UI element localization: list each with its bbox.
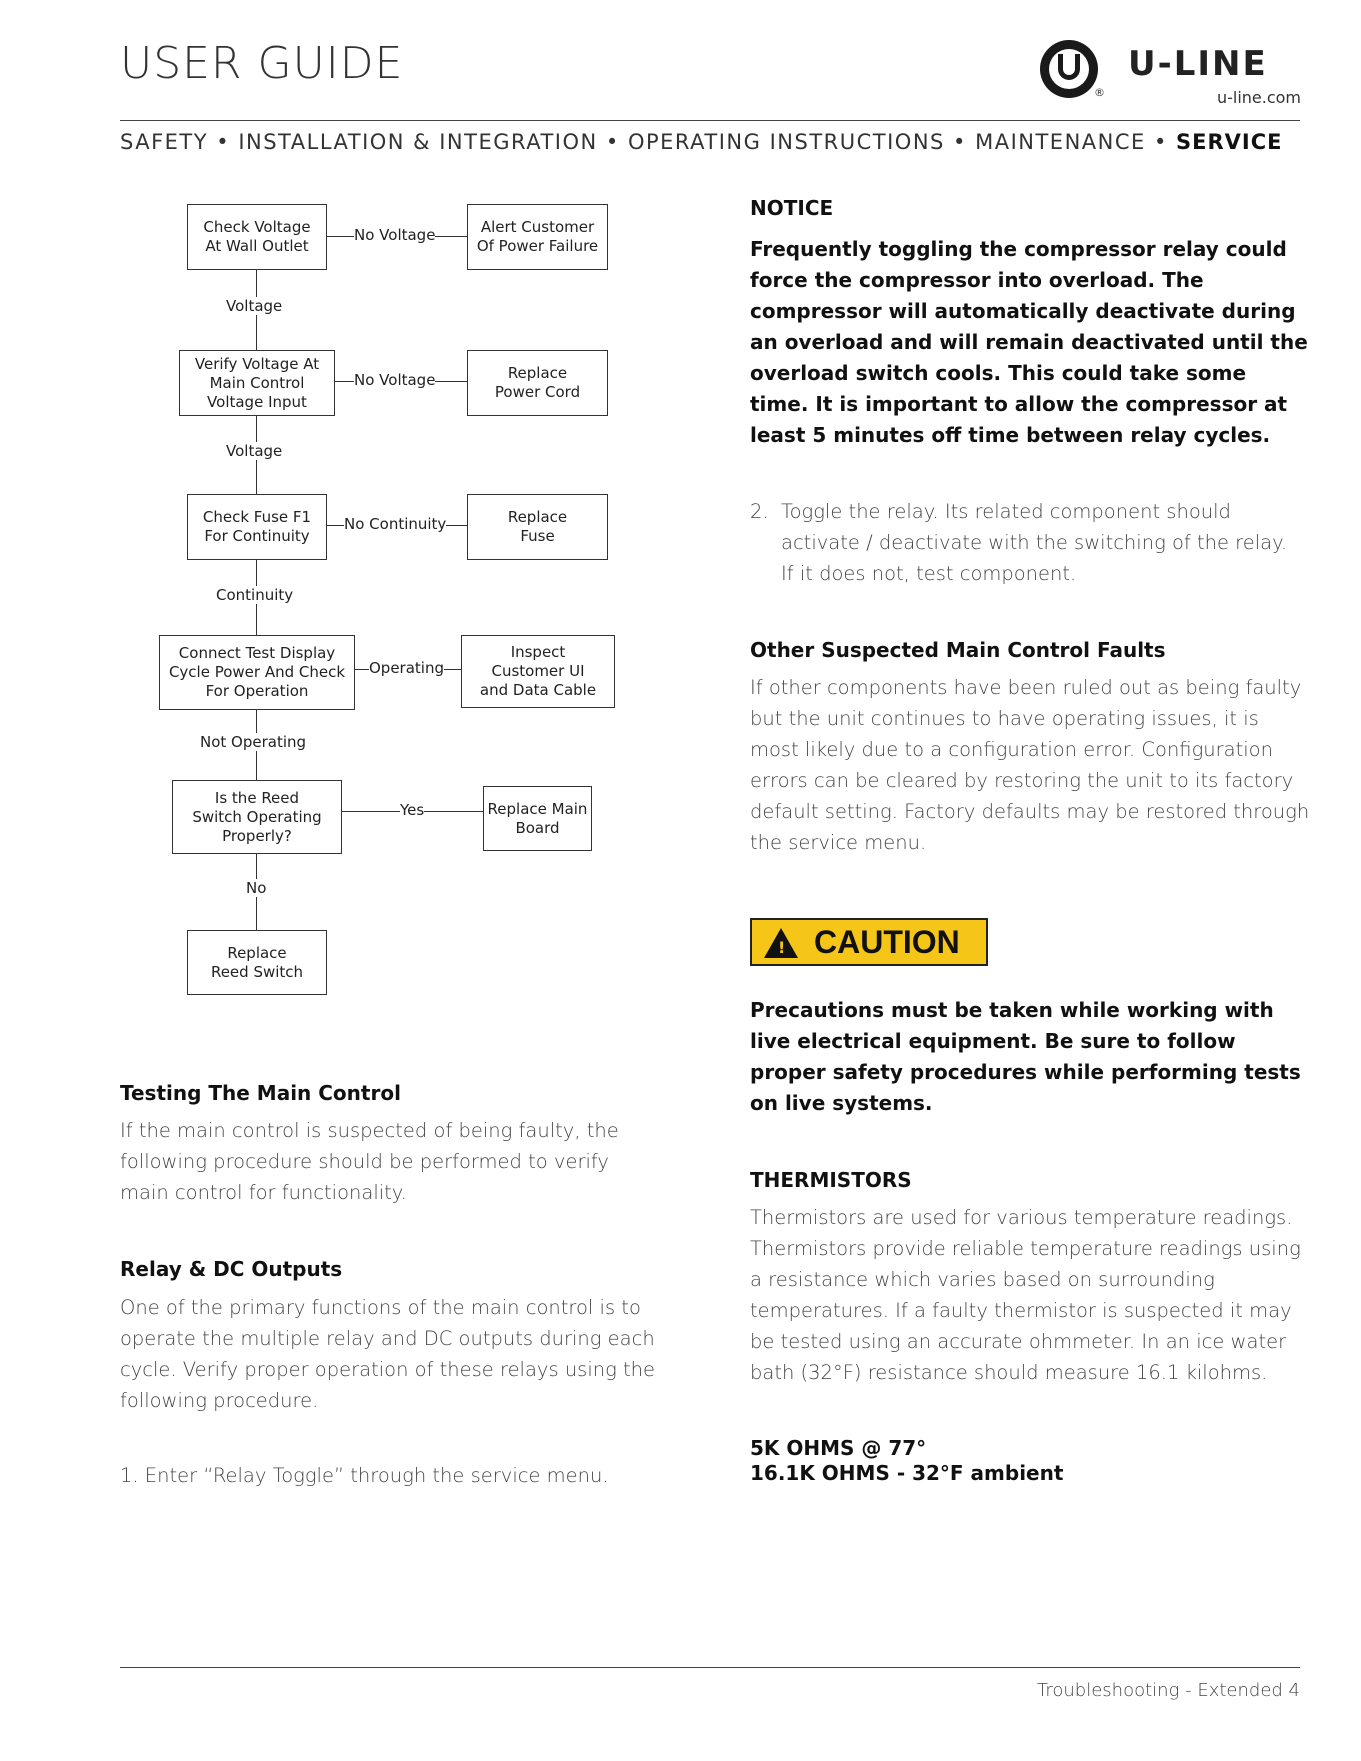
faults-body: If other components have been ruled out as being faulty but the unit continues to have operating issues, it is most likely due to a configuration error. Configuration errors can be cleared by restoring the unit to its factory default setting. Factory defaults may be restored through the service menu. [750,676,1310,854]
header-divider [120,120,1300,121]
edge-label: No Continuity [344,515,447,533]
logo-wordmark: U-LINE [1128,44,1268,84]
logo-mark-icon [1040,40,1098,98]
step-verify-voltage: Verify Voltage At Main Control Voltage Input [179,350,335,416]
nav-active-section: SERVICE [1176,130,1283,154]
relay-body: One of the primary functions of the main control is to operate the multiple relay and DC outputs during each cycle. Verify proper operation of these relays using the following procedure. [120,1296,656,1412]
edge-label: Voltage [226,297,283,315]
notice-heading: NOTICE [750,196,834,220]
step-connect-test-display: Connect Test Display Cycle Power And Check For Operation [159,635,355,710]
step-inspect-customer-ui: Inspect Customer UI and Data Cable [461,635,615,708]
step-alert-customer: Alert Customer Of Power Failure [467,204,608,270]
edge-label: No Voltage [354,226,436,244]
page-title: USER GUIDE [120,38,404,89]
caution-label [750,918,988,966]
testing-body: If the main control is suspected of being faulty, the following procedure should be performed to verify main control for functionality. [120,1119,619,1204]
registered-mark: ® [1094,86,1105,99]
relay-heading: Relay & DC Outputs [120,1257,343,1281]
step-check-fuse: Check Fuse F1 For Continuity [187,494,327,560]
edge-label: No [246,879,267,897]
edge-label: Voltage [226,442,283,460]
step-replace-main-board: Replace Main Board [483,786,592,851]
brand-logo [1040,38,1305,110]
ohms-spec-2: 16.1K OHMS - 32°F ambient [750,1461,1064,1485]
ohms-spec-1: 5K OHMS @ 77° [750,1436,927,1460]
step-2-number: 2. [750,500,769,523]
step-replace-reed-switch: Replace Reed Switch [187,930,327,995]
step-2-body: Toggle the relay. Its related component should activate / deactivate with the switching of the relay. If it does not, test component. [781,500,1288,585]
edge-label: Not Operating [200,733,307,751]
edge-label: Continuity [216,586,294,604]
edge-label: Yes [400,801,425,819]
edge-label: No Voltage [354,371,436,389]
step-replace-power-cord: Replace Power Cord [467,350,608,416]
warning-exclamation-icon: ! [778,938,786,957]
step-check-voltage: Check Voltage At Wall Outlet [187,204,327,270]
nav-sections: SAFETY • INSTALLATION & INTEGRATION • OPERATING INSTRUCTIONS • MAINTENANCE • [120,130,1177,154]
page-footer: Troubleshooting - Extended 4 [1037,1680,1300,1701]
faults-heading: Other Suspected Main Control Faults [750,638,1166,662]
caution-body: Precautions must be taken while working with live electrical equipment. Be sure to follow proper safety procedures while performing tests on live systems. [750,998,1301,1115]
logo-url: u-line.com [1216,88,1301,107]
step-reed-switch-check: Is the Reed Switch Operating Properly? [172,780,342,854]
step-replace-fuse: Replace Fuse [467,494,608,560]
thermistors-heading: THERMISTORS [750,1168,912,1192]
notice-body: Frequently toggling the compressor relay could force the compressor into overload. The compressor will automatically deactivate during an overload and will remain deactivated until the overload switch cools. This could take some time. It is important to allow the compressor at least 5 minutes off time between relay cycles. [750,237,1308,447]
thermistors-body: Thermistors are used for various temperature readings. Thermistors provide reliable temperature readings using a resistance which varies based on surrounding temperatures. If a faulty thermistor is suspected it may be tested using an accurate ohmmeter. In an ice water bath (32°F) resistance should measure 16.1 kilohms. [750,1206,1301,1384]
caution-text: CAUTION [814,924,960,960]
testing-heading: Testing The Main Control [120,1081,401,1105]
edge-label: Operating [369,659,444,677]
step-1: 1. Enter “Relay Toggle” through the service menu. [120,1464,609,1487]
section-nav [120,130,1300,154]
footer-divider [120,1667,1300,1668]
